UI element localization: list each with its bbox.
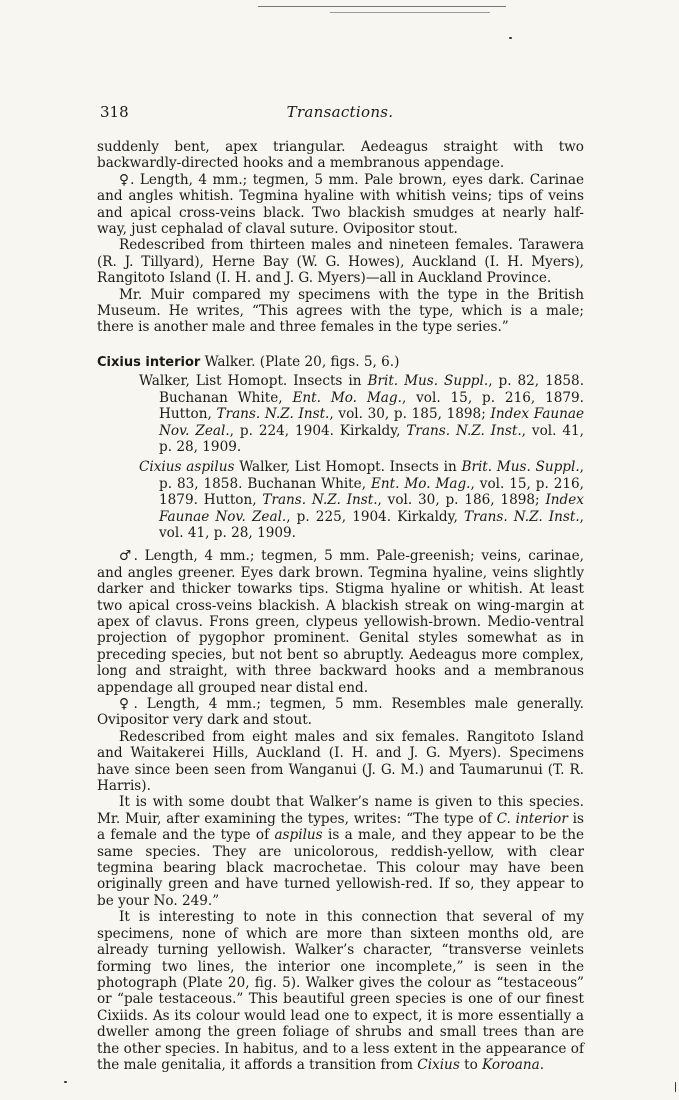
scan-rule-top-faint <box>330 12 490 13</box>
paragraph-colour-note: It is interesting to note in this connection that several of my specimens, none of which are more than sixteen months old, are already turning yellowish. Walker’s character, “transverse veinlets forming two lines, the interior one incomplete,” is seen in the photograph (Plate 20, fig. 5). Walker gives the colour as “testaceous” or “pale testaceous.” This beautiful green species is one of our finest Cixiids. As its colour would lead one to expect, it is more essentially a dweller among the green foliage of shrubs and small trees than are the other species. In habitus, and to a less extent in the appearance of the male genitalia, it affords a transition from Cixius to Koroana. <box>97 909 584 1073</box>
scan-speck <box>675 1082 676 1092</box>
paragraph-walker-doubt: It is with some doubt that Walker’s name is given to this species. Mr. Muir, after examining the types, writes: “The type of C. interior is a female and the type of aspilus is a male, and they appear to be the same species. They are unicolorous, reddish-yellow, with clear tegmina bearing black macrochetae. This colour may have been originally green and have turned yellowish-red. If so, they appear to be your No. 249.” <box>97 794 584 909</box>
paragraph-muir-comparison: Mr. Muir compared my specimens with the type in the British Museum. He writes, “This agrees with the type, which is a male; there is another male and three females in the type series.” <box>97 286 584 336</box>
species-heading: Cixius interior Walker. (Plate 20, figs. 5, 6.) <box>97 353 400 370</box>
page-number: 318 <box>100 103 129 121</box>
scan-speck <box>509 37 512 39</box>
page-header <box>100 103 580 123</box>
reference-cixius-interior: Walker, List Homopt. Insects in Brit. Mus. Suppl., p. 82, 1858. Buchanan White, Ent. Mo. Mag., vol. 15, p. 216, 1879. Hutton, Trans. N.Z. Inst., vol. 30, p. 185, 1898; Index Faunae Nov. Zeal., p. 224, 1904. Kirkaldy, Trans. N.Z. Inst., vol. 41, p. 28, 1909. <box>139 373 585 455</box>
scan-rule-top <box>258 6 506 7</box>
paragraph-redescribed: Redescribed from thirteen males and nineteen females. Tarawera (R. J. Tillyard), Herne Bay (W. G. Howes), Auckland (I. H. Myers), Rangitoto Island (I. H. and J. G. Myers)—all in Auckland Province. <box>97 237 584 287</box>
female-symbol: ♀. <box>119 171 135 188</box>
reference-cixius-aspilus: Cixius aspilus Walker, List Homopt. Insects in Brit. Mus. Suppl., p. 83, 1858. Buchanan White, Ent. Mo. Mag., vol. 15, p. 216, 1879. Hutton, Trans. N.Z. Inst., vol. 30, p. 186, 1898; Index Faunae Nov. Zeal., p. 225, 1904. Kirkaldy, Trans. N.Z. Inst., vol. 41, p. 28, 1909. <box>139 459 584 541</box>
paragraph-male-description: ♂. Length, 4 mm.; tegmen, 5 mm. Pale-greenish; veins, carinae, and angles greener. Eyes dark brown. Tegmina hyaline, veins slightly darker and thicker towarks tips. Stigma hyaline or whitish. At least two apical cross-veins blackish. A blackish streak on wing-margin at apex of clavus. Frons green, clypeus yellowish-brown. Medio-ventral projection of pygophor prominent. Genital styles somewhat as in preceding species, but not bent so abruptly. Aedeagus more complex, long and straight, with three backward hooks and a membranous appendage all grouped near distal end. <box>97 548 584 696</box>
paragraph-redescribed-2: Redescribed from eight males and six females. Rangitoto Island and Waitakerei Hills, Auckland (I. H. and J. G. Myers). Specimens have since been seen from Wanganui (J. G. M.) and Taumarunui (T. R. Harris). <box>97 728 584 795</box>
male-symbol: ♂. <box>119 548 138 565</box>
paragraph-female-description-2: ♀. Length, 4 mm.; tegmen, 5 mm. Resembles male generally. Ovipositor very dark and stout. <box>97 696 584 729</box>
species-name: Cixius interior <box>97 354 201 370</box>
paragraph-female-description: ♀. Length, 4 mm.; tegmen, 5 mm. Pale brown, eyes dark. Carinae and angles whitish. Tegmina hyaline with whitish veins; tips of veins and apical cross-veins black. Two blackish smudges at nearly half-way, just cephalad of claval suture. Ovipositor stout. <box>97 171 584 238</box>
running-head: Transactions. <box>286 103 394 121</box>
page-body <box>97 139 584 1073</box>
paragraph-continued: suddenly bent, apex triangular. Aedeagus straight with two backwardly-directed hooks and a membranous appendage. <box>97 139 584 172</box>
scan-speck <box>64 1081 67 1083</box>
female-symbol: ♀. <box>119 696 138 712</box>
